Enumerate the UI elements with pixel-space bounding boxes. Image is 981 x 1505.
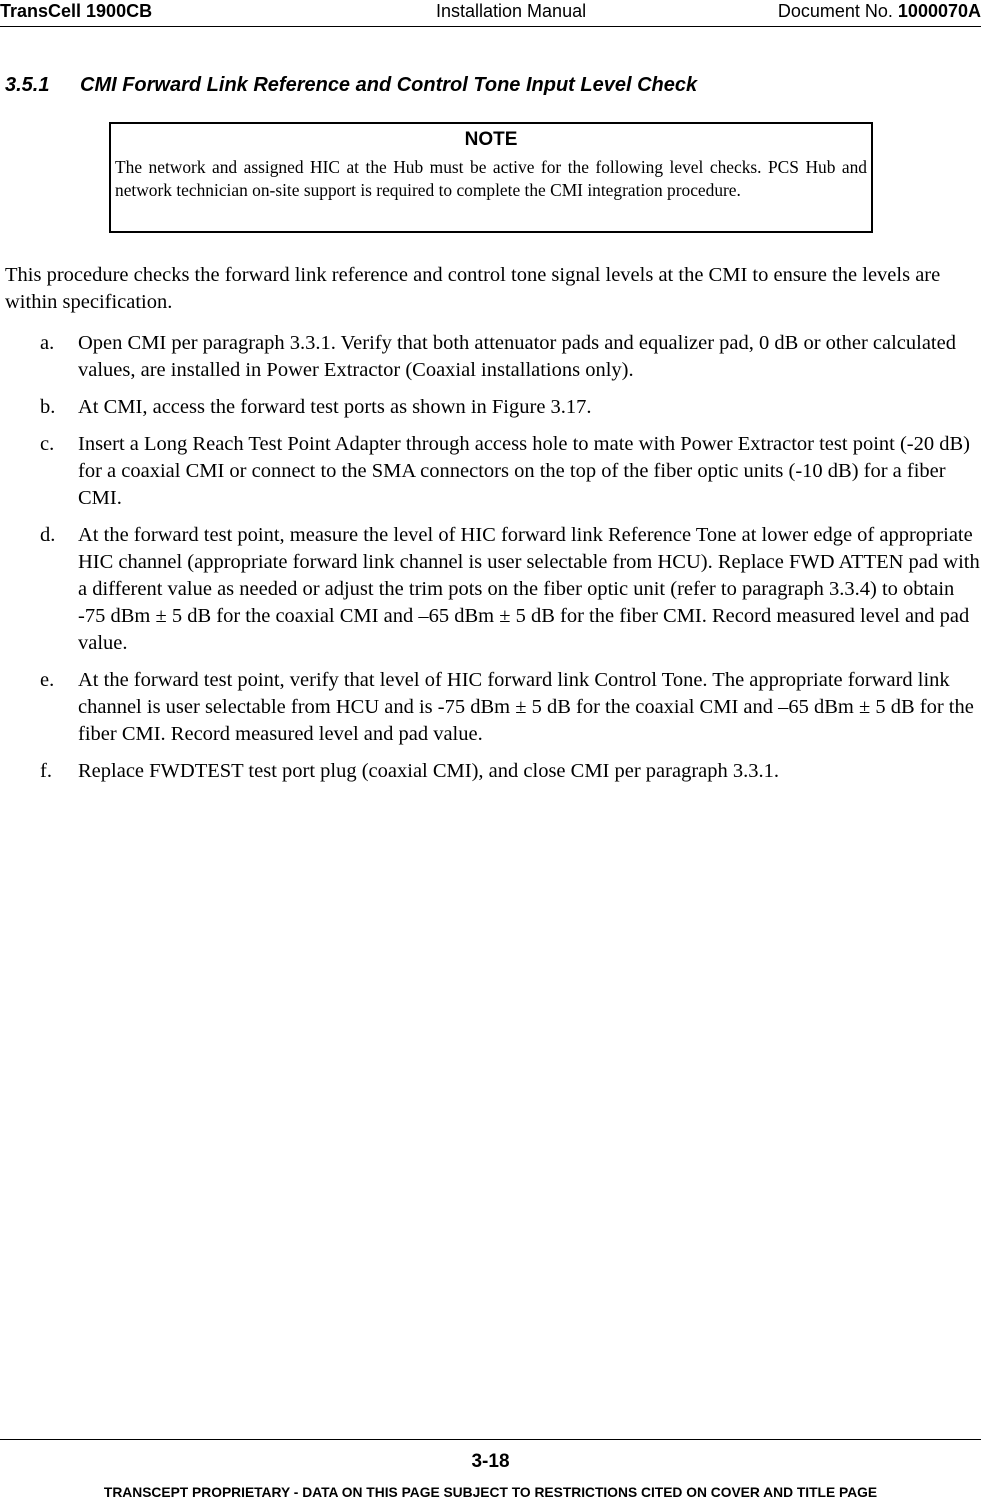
header-doc-label: Document No. <box>777 1 893 21</box>
intro-paragraph: This procedure checks the forward link reference and control tone signal levels at the CMI to ensure the levels are within specification. <box>5 264 941 313</box>
section-heading <box>5 72 697 98</box>
step-letter: d. <box>40 524 56 546</box>
footer-divider <box>0 1439 981 1440</box>
note-text: The network and assigned HIC at the Hub must be active for the following level checks. PCS Hub and network technician on-site support is required to complete the CMI integration procedure. <box>115 157 867 200</box>
proprietary-notice: TRANSCEPT PROPRIETARY - DATA ON THIS PAGE SUBJECT TO RESTRICTIONS CITED ON COVER AND TITLE PAGE <box>103 1485 878 1500</box>
section-number: 3.5.1 <box>5 74 50 96</box>
step-item <box>40 431 981 512</box>
page-number: 3-18 <box>471 1451 510 1472</box>
step-letter: e. <box>40 669 55 691</box>
header-manual: Installation Manual <box>436 1 587 21</box>
note-title: NOTE <box>464 129 518 150</box>
step-item <box>40 667 981 748</box>
procedure-steps <box>40 330 981 795</box>
step-letter: b. <box>40 396 56 418</box>
header-document-number <box>778 0 981 22</box>
step-letter: a. <box>40 332 55 354</box>
header-product: TransCell 1900CB <box>0 1 153 21</box>
header-doc-number: 1000070A <box>897 1 981 21</box>
step-text: At the forward test point, verify that level of HIC forward link Control Tone. The appropriate forward link channel is user selectable from HCU and is -75 dBm ± 5 dB for the coaxial CMI and –65 dBm ± 5 dB for the fiber CMI. Record measured level and pad value. <box>78 669 974 745</box>
note-box <box>109 122 873 233</box>
step-letter: f. <box>40 760 52 782</box>
step-letter: c. <box>40 433 55 455</box>
step-item <box>40 394 981 421</box>
step-text: Insert a Long Reach Test Point Adapter through access hole to mate with Power Extractor test point (-20 dB) for a coaxial CMI or connect to the SMA connectors on the top of the fiber optic units (-10 dB) for a fiber CMI. <box>78 433 971 509</box>
step-text: Replace FWDTEST test port plug (coaxial CMI), and close CMI per paragraph 3.3.1. <box>78 760 779 782</box>
section-title: CMI Forward Link Reference and Control Tone Input Level Check <box>80 74 698 96</box>
step-text: At CMI, access the forward test ports as shown in Figure 3.17. <box>78 396 592 418</box>
step-text: Open CMI per paragraph 3.3.1. Verify that both attenuator pads and equalizer pad, 0 dB or other calculated values, are installed in Power Extractor (Coaxial installations only). <box>78 332 956 381</box>
step-item <box>40 522 981 657</box>
step-item <box>40 330 981 384</box>
step-text: At the forward test point, measure the level of HIC forward link Reference Tone at lower edge of appropriate HIC channel (appropriate forward link channel is user selectable from HCU). Replace FWD ATTEN pad with a different value as needed or adjust the trim pots on the fiber optic unit (refer to paragraph 3.3.4) to obtain -75 dBm ± 5 dB for the coaxial CMI and –65 dBm ± 5 dB for the fiber CMI. Record measured level and pad value. <box>78 524 980 654</box>
step-item <box>40 758 981 785</box>
page-header <box>0 0 981 27</box>
